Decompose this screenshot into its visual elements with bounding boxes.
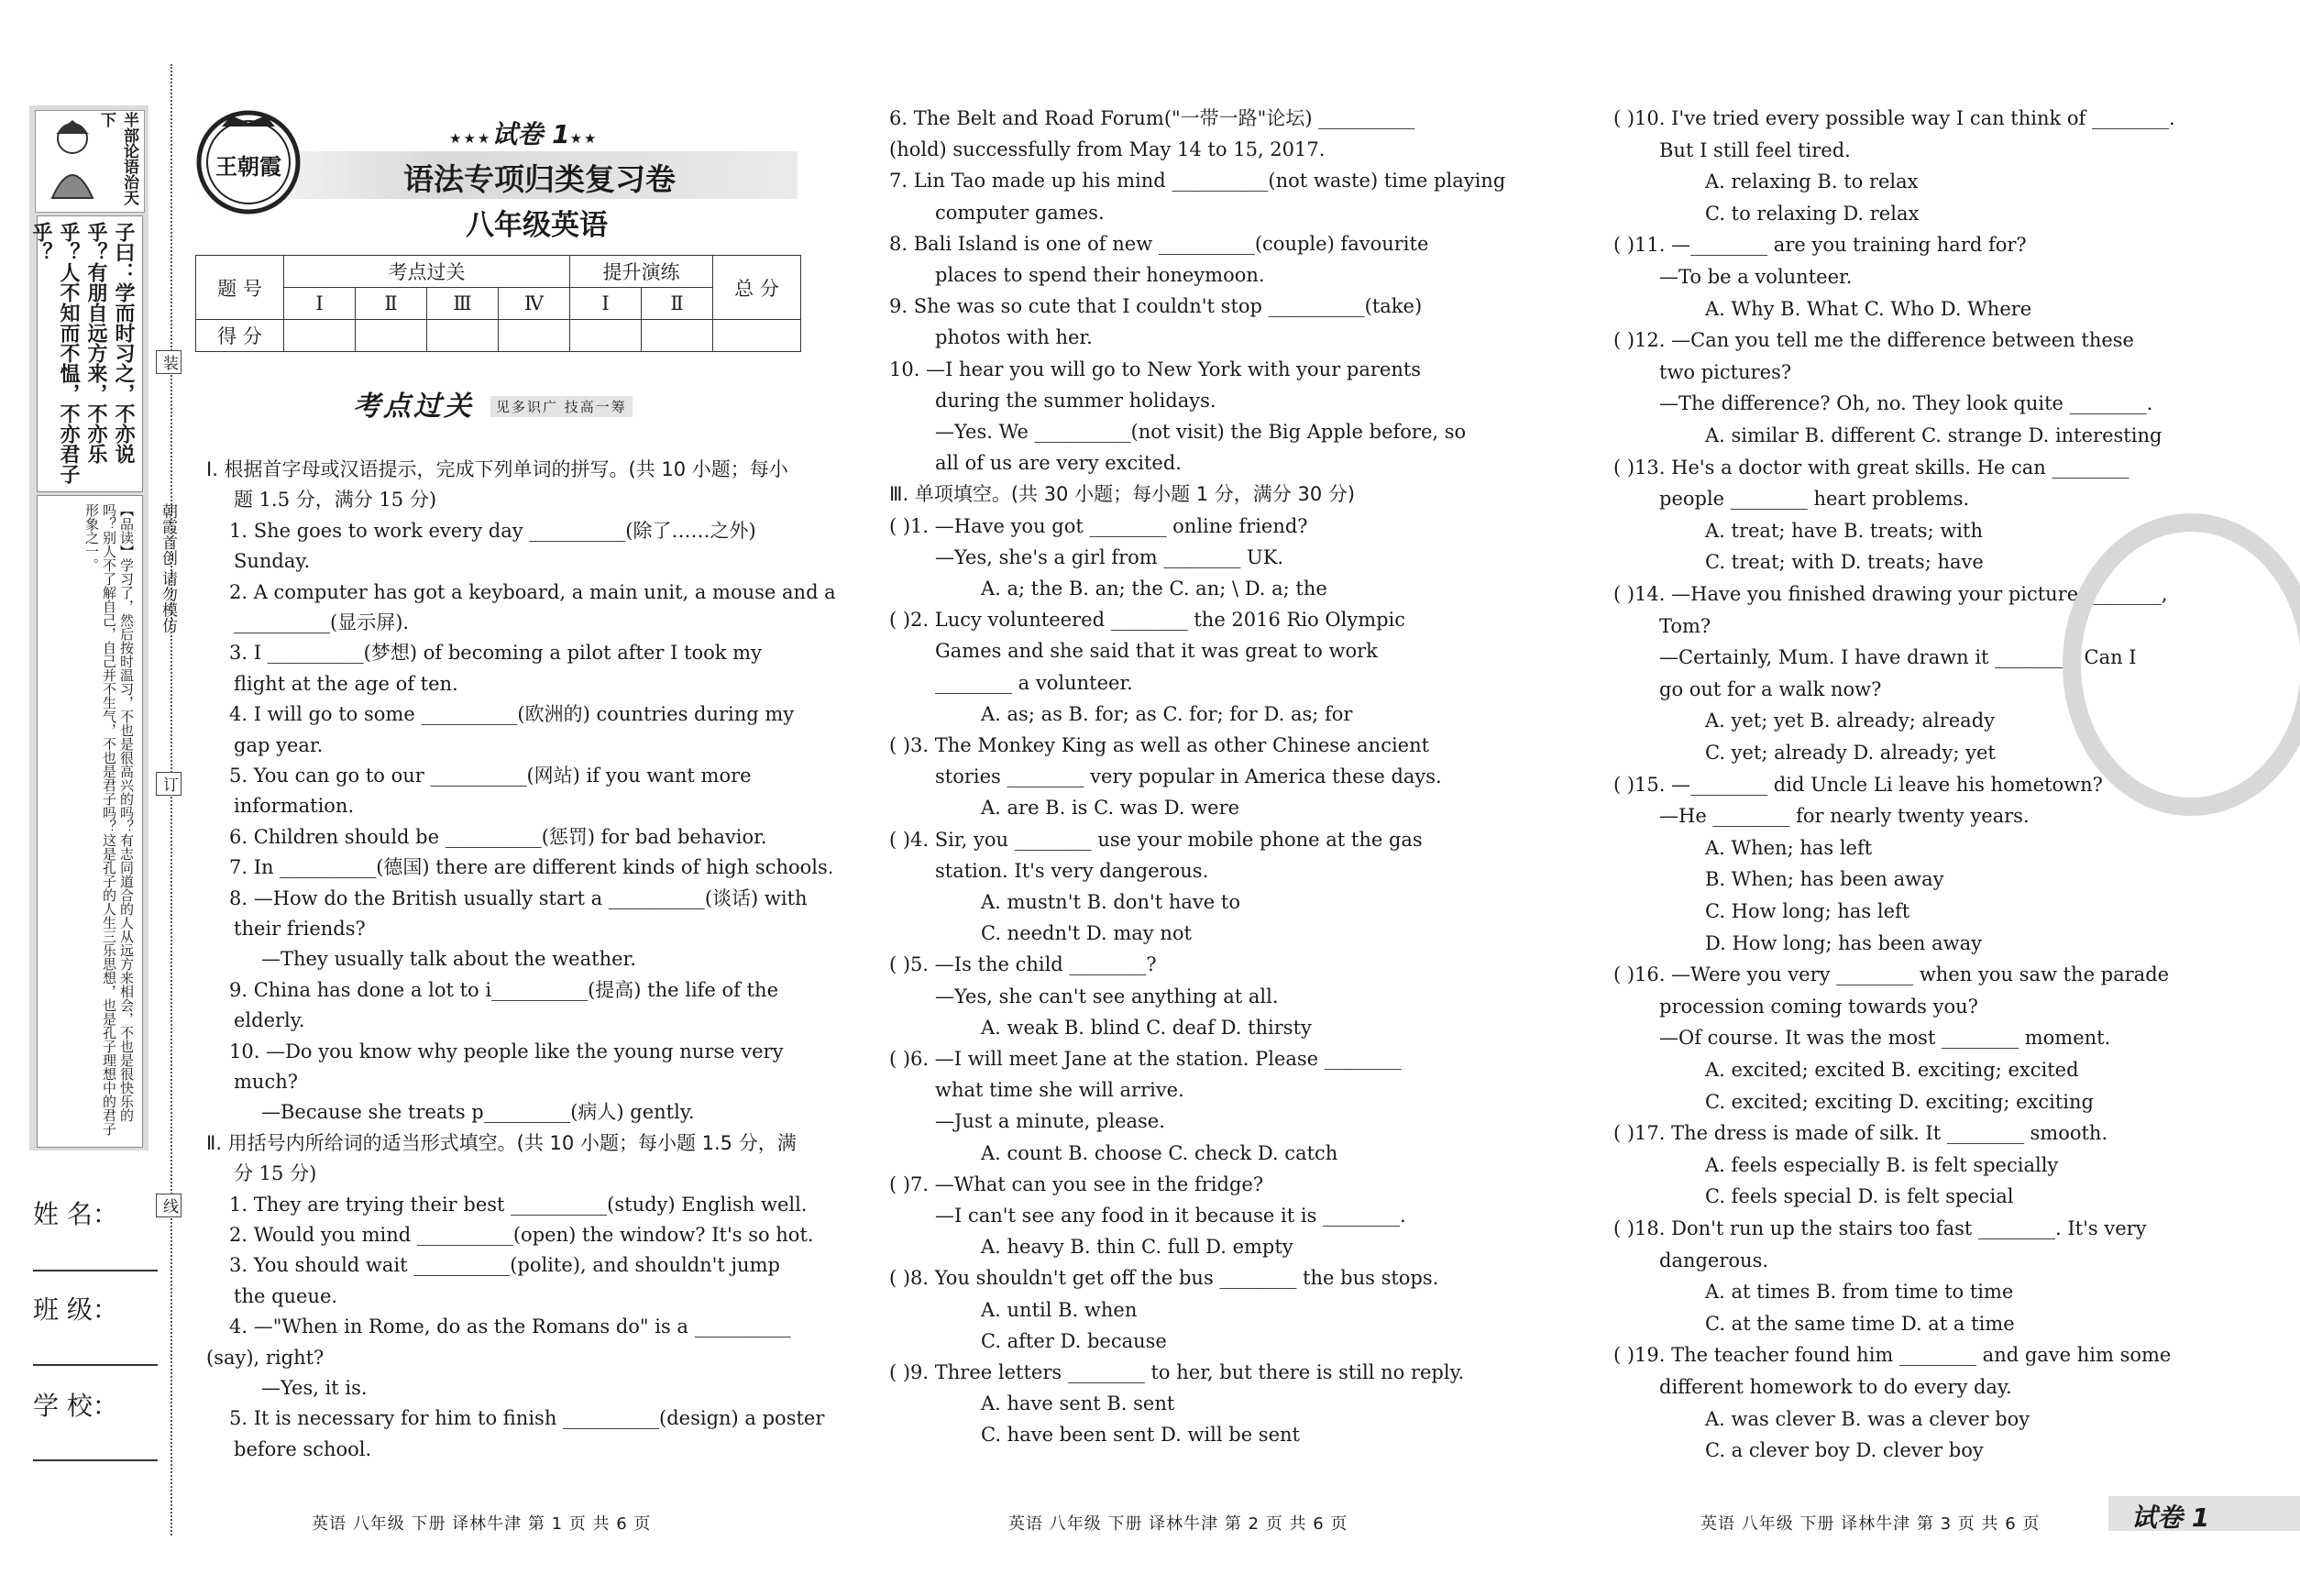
answer-options: C. yet; already D. already; yet [1705,742,1996,764]
answer-options: A. weak B. blind C. deaf D. thirsty [981,1016,1312,1039]
question-line: 3. You should wait __________(polite), and shouldn't jump [229,1254,780,1277]
col-roman: Ⅱ [356,288,427,320]
comment-box [37,495,143,1148]
question-line: ( )9. Three letters ________ to her, but there is still no reply. [889,1361,1465,1383]
col-roman: Ⅳ [499,288,570,320]
sidebar-top-label: 半部论语治天下 [97,112,138,205]
score-cell[interactable] [427,320,499,352]
school-field[interactable] [33,1459,158,1461]
question-line: 6. The Belt and Road Forum("一带一路"论坛) __________ [889,107,1415,129]
question-line: ( )4. Sir, you ________ use your mobile phone at the gas [889,828,1423,851]
answer-options: C. excited; exciting D. exciting; exciting [1705,1090,2094,1113]
question-line: ( )6. —I will meet Jane at the station. Please ________ [889,1048,1402,1070]
answer-options: C. after D. because [981,1329,1167,1352]
question-line: ________ a volunteer. [935,671,1133,694]
question-line: 7. In __________(德国) there are different kinds of high schools. [229,856,834,879]
answer-options: A. a; the B. an; the C. an; \ D. a; the [981,578,1327,600]
test-number-text: 试卷 1 [491,119,570,149]
question-line: ( )18. Don't run up the stairs too fast ________. It's very [1613,1217,2147,1239]
question-line: 5. You can go to our __________(网站) if you want more [229,765,752,787]
question-line: ( )7. —What can you see in the fridge? [889,1172,1264,1195]
page-subtitle: 八年级英语 [466,209,608,242]
question-line: —Of course. It was the most ________ moment. [1659,1027,2111,1050]
footer-page-2: 英语 八年级 下册 译林牛津 第 2 页 共 6 页 [1008,1514,1348,1534]
section-banner-sub: 见多识广 技高一筹 [490,396,633,417]
col-roman: Ⅱ [642,288,713,320]
question-line: —Yes, she's a girl from ________ UK. [935,545,1284,568]
answer-options: C. How long; has left [1705,900,1910,922]
col-roman: Ⅰ [284,288,356,320]
logo-text: 王朝霞 [215,153,281,180]
answer-options: A. heavy B. thin C. full D. empty [981,1236,1293,1259]
question-line: much? [234,1071,298,1093]
section-heading: Ⅲ. 单项填空。(共 30 小题；每小题 1 分，满分 30 分) [889,483,1356,506]
class-field[interactable] [33,1364,158,1366]
question-line: —Yes. We __________(not visit) the Big Apple before, so [935,421,1467,443]
question-line: elderly. [234,1009,305,1032]
question-line: what time she will arrive. [935,1079,1184,1102]
answer-options: C. treat; with D. treats; have [1705,551,1984,574]
score-row-label: 得 分 [196,320,284,352]
question-line: before school. [234,1437,372,1460]
question-line: their friends? [234,918,366,940]
question-line: two pictures? [1659,360,1792,383]
question-line: procession coming towards you? [1659,995,1978,1018]
test-number [449,115,598,151]
question-line: 1. She goes to work every day __________(除了……之外) [229,519,756,542]
answer-options: A. relaxing B. to relax [1705,171,1919,193]
question-line: ( )14. —Have you finished drawing your picture ________, [1613,583,2168,605]
page-title: 语法专项归类复习卷 [403,161,676,197]
question-line: —The difference? Oh, no. They look quite ________. [1659,392,2153,415]
answer-options: A. are B. is C. was D. were [981,797,1240,820]
question-line: Sunday. [234,550,311,573]
answer-options: A. yet; yet B. already; already [1705,710,1995,732]
question-line: ( )11. —________ are you training hard for? [1613,234,2027,257]
answer-options: C. feels special D. is felt special [1705,1185,2014,1208]
answer-options: A. Why B. What C. Who D. Where [1705,297,2032,320]
question-line: ( )5. —Is the child ________? [889,953,1157,976]
answer-options: A. as; as B. for; as C. for; for D. as; for [981,702,1353,725]
header-cell-total: 总 分 [713,256,801,320]
answer-options: C. to relaxing D. relax [1705,202,1920,225]
answer-options: A. mustn't B. don't have to [981,891,1240,913]
question-line: But I still feel tired. [1659,138,1851,161]
answer-options: A. count B. choose C. check D. catch [981,1141,1338,1164]
answer-options: A. at times B. from time to time [1705,1281,2014,1304]
question-line: 3. I __________(梦想) of becoming a pilot after I took my [229,642,762,665]
question-line: (say), right? [206,1346,325,1369]
question-line: 题 1.5 分，满分 15 分) [234,489,437,512]
question-line: the queue. [234,1284,338,1307]
answer-options: A. When; has left [1705,836,1873,859]
answer-options: C. needn't D. may not [981,922,1192,945]
footer-tag: 试卷 1 [2131,1502,2210,1533]
stars-left: ★★★ [449,130,492,147]
question-line: Games and she said that it was great to work [935,640,1378,663]
header-cell-kaodian: 考点过关 [284,256,570,288]
question-line: 4. —"When in Rome, do as the Romans do" is a __________ [229,1315,791,1338]
question-line: 2. A computer has got a keyboard, a main unit, a mouse and a [229,580,836,603]
question-line: 8. Bali Island is one of new __________(couple) favourite [889,232,1429,255]
answer-options: C. at the same time D. at a time [1705,1312,2015,1335]
margin-zhuang: 装 [156,350,182,374]
question-line: 2. Would you mind __________(open) the window? It's so hot. [229,1224,814,1246]
question-line: 9. She was so cute that I couldn't stop __________(take) [889,295,1423,318]
score-cell[interactable] [570,320,642,352]
question-line: ( )16. —Were you very ________ when you saw the parade [1613,963,2170,986]
question-line: —Because she treats p_________(病人) gently. [261,1101,695,1124]
question-line: during the summer holidays. [935,389,1216,412]
question-line: ( )10. I've tried every possible way I can think of ________. [1613,107,2175,129]
answer-options: A. was clever B. was a clever boy [1705,1407,2030,1430]
question-line: different homework to do every day. [1659,1376,2012,1398]
question-line: people ________ heart problems. [1659,488,1970,511]
question-line: dangerous. [1659,1249,1769,1271]
question-line: 5. It is necessary for him to finish __________(design) a poster [229,1407,825,1430]
question-line: 10. —Do you know why people like the young nurse very [229,1040,784,1062]
question-line: —Just a minute, please. [935,1110,1165,1133]
answer-options: A. have sent B. sent [981,1392,1175,1415]
question-line: information. [234,795,355,818]
name-label: 姓 名： [33,1199,118,1229]
question-line: 10. —I hear you will go to New York with your parents [889,358,1422,380]
answer-options: A. excited; excited B. exciting; excited [1705,1059,2079,1081]
score-cell[interactable] [499,320,570,352]
question-line: 4. I will go to some __________(欧洲的) countries during my [229,703,795,726]
section-heading: Ⅰ. 根据首字母或汉语提示，完成下列单词的拼写。(共 10 小题；每小 [206,458,788,480]
question-line: station. It's very dangerous. [935,859,1209,882]
score-cell[interactable] [642,320,713,352]
answer-options: A. treat; have B. treats; with [1705,519,1983,542]
answer-options: B. When; has been away [1705,868,1944,891]
question-line: ( )17. The dress is made of silk. It ________ smooth. [1613,1122,2108,1145]
margin-xian: 线 [156,1194,182,1217]
question-line: ( )12. —Can you tell me the difference between these [1613,329,2134,352]
answer-options: D. How long; has been away [1705,931,1982,954]
question-line: photos with her. [935,326,1093,349]
question-line: —They usually talk about the weather. [261,948,636,971]
name-field[interactable] [33,1270,158,1271]
question-line: ( )15. —________ did Uncle Li leave his hometown? [1613,773,2103,796]
question-line: 8. —How do the British usually start a __________(谈话) with [229,886,808,909]
question-line: places to spend their honeymoon. [935,264,1265,286]
question-line: ( )3. The Monkey King as well as other Chinese ancient [889,734,1430,756]
binding-line [171,64,172,1535]
quote-text: 子曰：学而时习之，不亦说乎？有朋自远方来，不亦乐乎？人不知而不愠，不亦君子乎？ [29,222,135,484]
question-line: —Certainly, Mum. I have drawn it ________. Can I [1659,646,2137,669]
question-line: all of us are very excited. [935,452,1182,475]
footer-page-1: 英语 八年级 下册 译林牛津 第 1 页 共 6 页 [312,1514,652,1534]
question-line: 7. Lin Tao made up his mind __________(not waste) time playing [889,170,1506,193]
question-line: —Yes, she can't see anything at all. [935,985,1279,1007]
question-line: (hold) successfully from May 14 to 15, 2017. [889,138,1326,161]
class-label: 班 级： [33,1294,118,1325]
question-line: ( )8. You shouldn't get off the bus ________ the bus stops. [889,1267,1439,1290]
question-line: __________(显示屏). [234,611,410,633]
question-line: ( )1. —Have you got ________ online friend? [889,514,1308,537]
section-heading: Ⅱ. 用括号内所给词的适当形式填空。(共 10 小题；每小题 1.5 分，满 [206,1131,797,1154]
question-line: 分 15 分) [234,1162,317,1185]
question-line: ( )2. Lucy volunteered ________ the 2016 Rio Olympic [889,609,1406,632]
score-cell[interactable] [356,320,427,352]
question-line: —I can't see any food in it because it is ________. [935,1205,1406,1227]
answer-options: C. a clever boy D. clever boy [1705,1439,1984,1462]
question-line: —Yes, it is. [261,1377,368,1399]
question-line: gap year. [234,733,324,756]
margin-ding: 订 [156,772,182,796]
question-line: stories ________ very popular in America these days. [935,765,1442,788]
question-line: 6. Children should be __________(惩罚) for bad behavior. [229,825,767,848]
question-line: flight at the age of ten. [234,672,458,695]
section-banner: 考点过关 [353,391,474,423]
header-cell-number: 题 号 [196,256,284,320]
header-cell-tisheng: 提升演练 [570,256,713,288]
answer-options: A. feels especially B. is felt specially [1705,1153,2059,1176]
answer-options: A. until B. when [981,1298,1138,1321]
col-roman: Ⅰ [570,288,642,320]
answer-options: C. have been sent D. will be sent [981,1424,1300,1447]
question-line: —He ________ for nearly twenty years. [1659,805,2030,828]
score-cell[interactable] [284,320,356,352]
question-line: computer games. [935,201,1105,224]
question-line: 9. China has done a lot to i__________(提高) the life of the [229,978,779,1001]
answer-options: A. similar B. different C. strange D. interesting [1705,424,2162,446]
question-line: —To be a volunteer. [1659,266,1853,288]
margin-copyright: 朝霞首创 请勿模仿 [159,503,177,633]
question-line: go out for a walk now? [1659,677,1882,700]
stars-right: ★★ [569,130,599,147]
school-label: 学 校： [33,1391,118,1421]
score-cell[interactable] [713,320,801,352]
quote-box [29,215,143,492]
logo [194,108,303,216]
question-line: 1. They are trying their best __________(study) English well. [229,1193,808,1216]
comment-text: 【品读】学习了，然后按时温习，不也是很高兴的吗？有志同道合的人从远方来相会，不也是很快乐的吗？别人不了解自己，自己并不生气，不也是君子吗？这是孔子的人生三乐思想，也是孔子理想中的君子形象之一。 [83,503,135,1136]
question-line: ( )19. The teacher found him ________ and gave him some [1613,1344,2172,1367]
score-table [195,255,801,352]
question-line: ( )13. He's a doctor with great skills. He can ________ [1613,456,2129,479]
col-roman: Ⅲ [427,288,499,320]
footer-page-3: 英语 八年级 下册 译林牛津 第 3 页 共 6 页 [1700,1514,2041,1534]
question-line: Tom? [1659,614,1711,637]
